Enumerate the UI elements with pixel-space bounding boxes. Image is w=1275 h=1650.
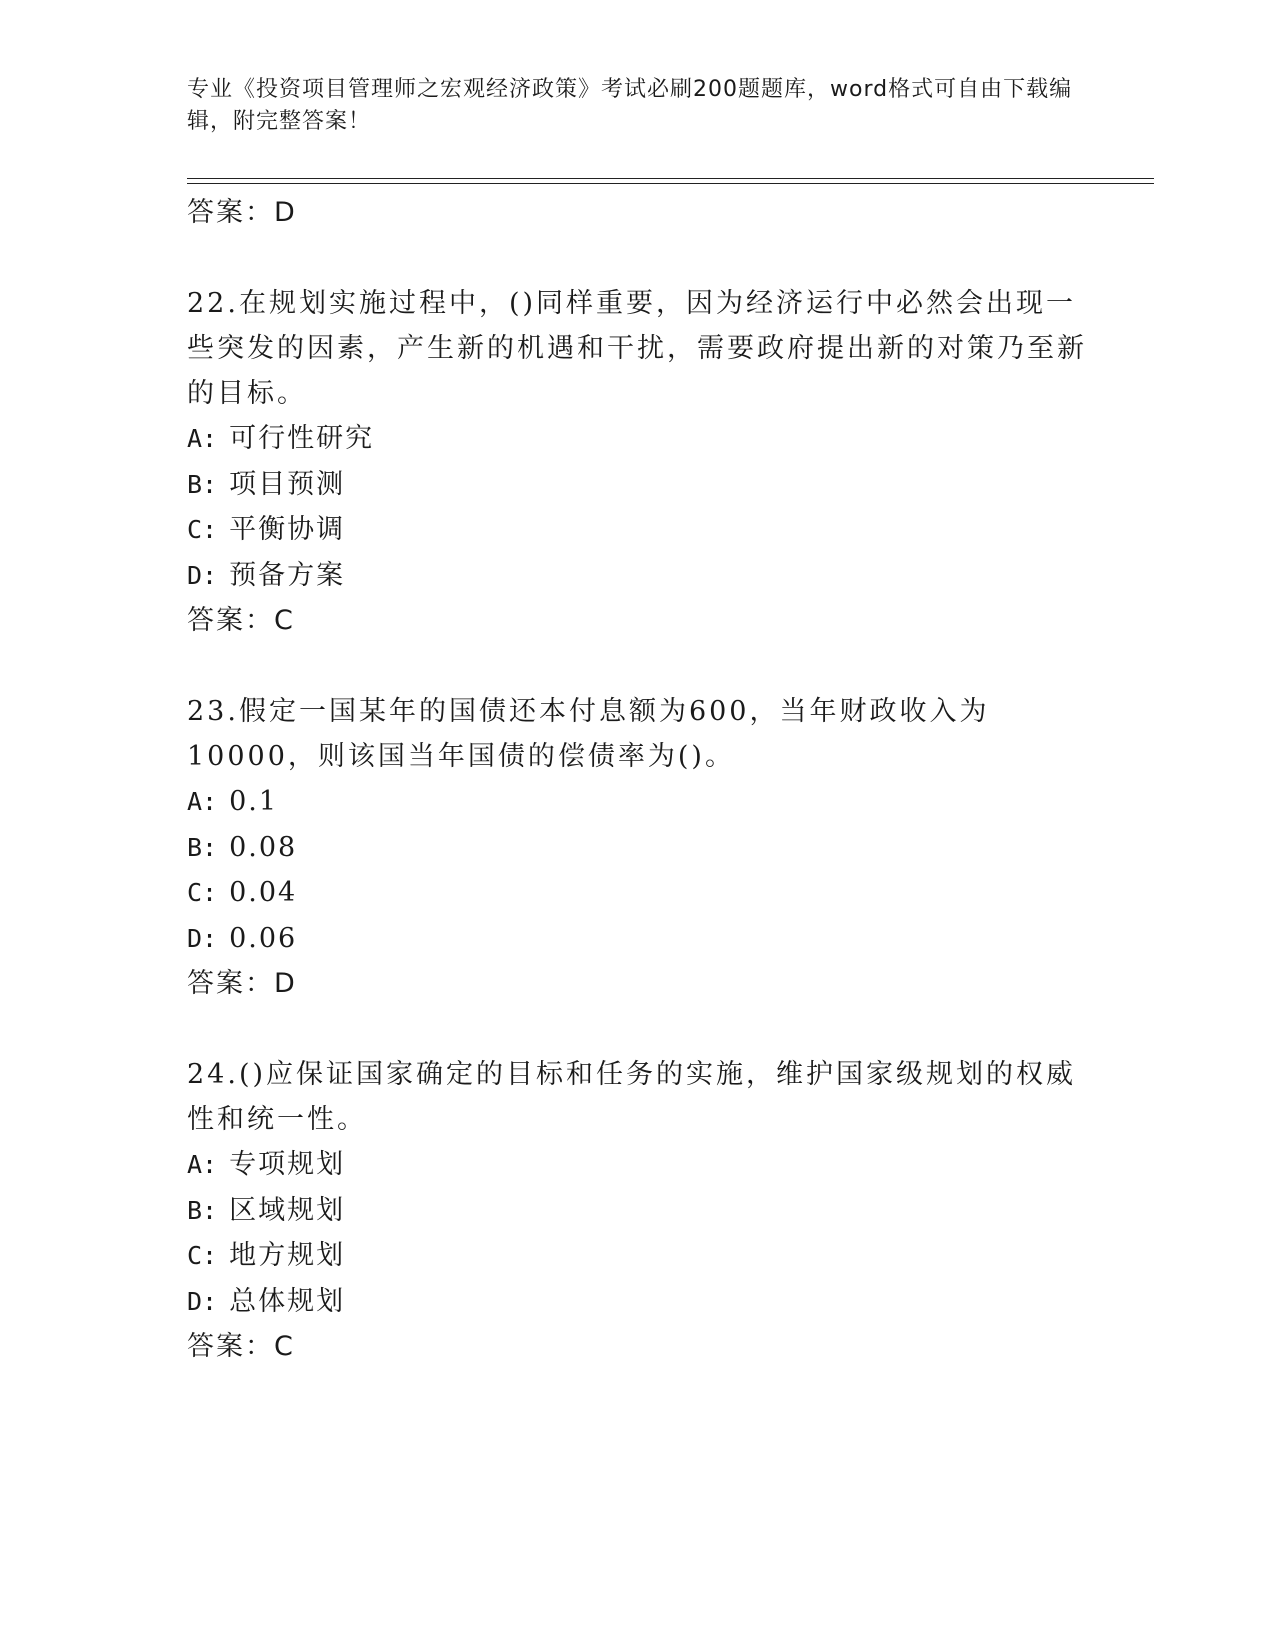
answer-line: 答案：D: [187, 197, 297, 228]
option-a: [187, 1142, 1087, 1188]
option-text: 0.08: [229, 831, 298, 863]
option-text: 平衡协调: [229, 514, 346, 545]
option-text: 可行性研究: [229, 423, 375, 454]
option-c: [187, 1233, 1087, 1279]
option-letter: D:: [187, 560, 218, 590]
option-text: 专项规划: [229, 1149, 346, 1180]
question-stem: 23.假定一国某年的国债还本付息额为600，当年财政收入为10000，则该国当年国债的偿债率为()。: [187, 696, 990, 772]
option-letter: C:: [187, 878, 218, 907]
option-d: [187, 916, 1087, 962]
option-text: 0.06: [229, 922, 298, 954]
option-d: [187, 1279, 1087, 1325]
option-c: [187, 507, 1087, 553]
option-letter: D:: [187, 1286, 218, 1316]
header-divider-top: [187, 178, 1154, 179]
document-body: [187, 190, 1087, 1369]
option-letter: D:: [187, 923, 218, 953]
option-text: 预备方案: [229, 559, 346, 591]
option-text: 地方规划: [229, 1240, 346, 1271]
option-b: [187, 462, 1087, 508]
page-header: [187, 74, 1087, 138]
question-23: [187, 689, 1087, 1006]
option-letter: B:: [187, 832, 218, 862]
option-c: [187, 870, 1087, 916]
question-stem: 22.在规划实施过程中，()同样重要，因为经济运行中必然会出现一些突发的因素，产生新的机遇和干扰，需要政府提出新的对策乃至新的目标。: [187, 288, 1087, 409]
option-b: [187, 825, 1087, 871]
option-text: 0.04: [229, 877, 298, 908]
option-d: [187, 553, 1087, 599]
header-text: 专业《投资项目管理师之宏观经济政策》考试必刷200题题库，word格式可自由下载编辑，附完整答案！: [187, 77, 1073, 134]
answer-line: 答案：D: [187, 968, 297, 999]
option-a: [187, 416, 1087, 462]
option-letter: A:: [187, 424, 218, 453]
option-a: [187, 779, 1087, 825]
option-letter: C:: [187, 1241, 218, 1270]
header-divider-bottom: [187, 183, 1154, 184]
question-22: [187, 281, 1087, 643]
option-text: 区域规划: [229, 1194, 346, 1226]
answer-line: 答案：C: [187, 1331, 295, 1362]
option-text: 项目预测: [229, 468, 346, 500]
option-b: [187, 1188, 1087, 1234]
option-letter: C:: [187, 515, 218, 544]
option-letter: B:: [187, 469, 218, 499]
option-letter: A:: [187, 1150, 218, 1179]
answer-line: 答案：C: [187, 605, 295, 636]
option-text: 总体规划: [229, 1285, 346, 1317]
question-24: [187, 1052, 1087, 1369]
option-text: 0.1: [229, 786, 279, 817]
question-stem: 24.()应保证国家确定的目标和任务的实施，维护国家级规划的权威性和统一性。: [187, 1059, 1077, 1135]
option-letter: B:: [187, 1195, 218, 1225]
option-letter: A:: [187, 787, 218, 816]
